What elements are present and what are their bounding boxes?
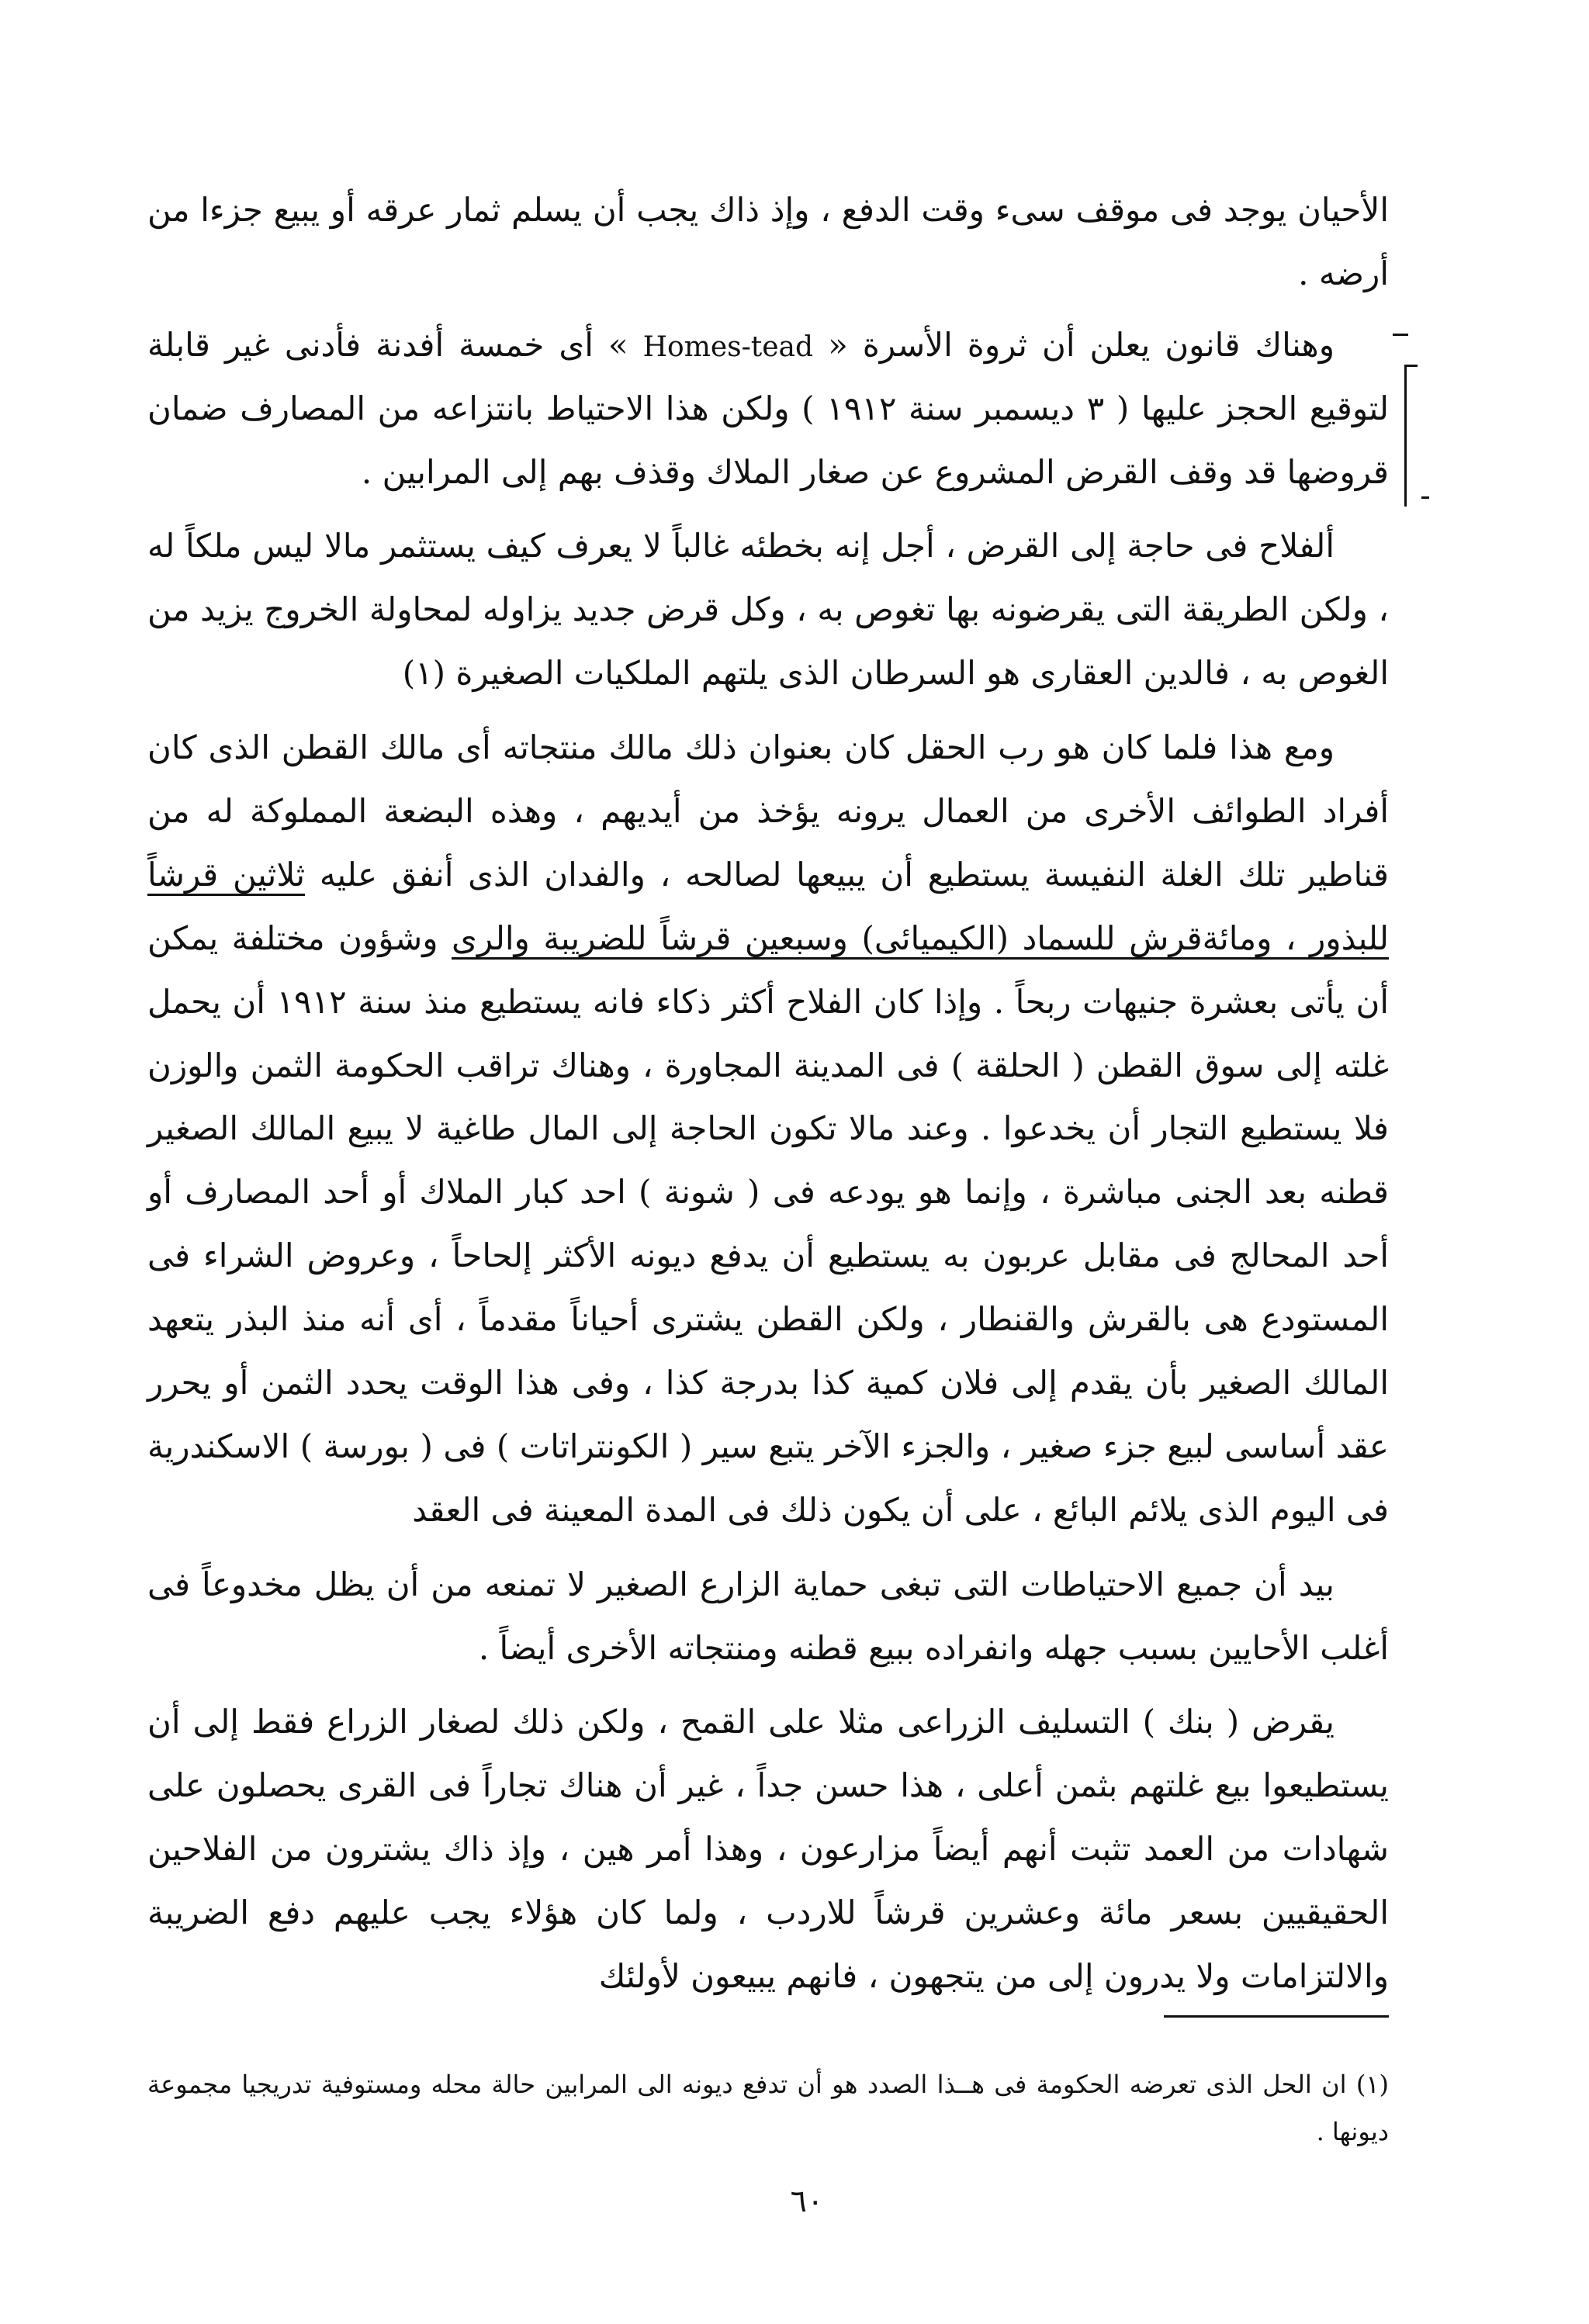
paragraph-2-end: » أى خمسة أفدنة فأدنى غير قابلة لتوقيع الحجز عليها ( ٣ ديسمبر سنة ١٩١٢ ) ولكن هذا الاحتياط بانتزاعه من المصارف ضمان قروضها قد وقف القرض المشروع عن صغار الملاك وقذف بهم إلى المرابين . (147, 325, 1390, 491)
paragraph-4-start: ومع هذا فلما كان هو رب الحقل كان بعنوان ذلك مالك منتجاته أى مالك القطن الذى كان أفراد الطوائف الأخرى من العمال يرونه يؤخذ من أيديهم ، وهذه البضعة المملوكة له من قناطير تلك الغلة النفيسة يستطيع أن يبيعها لصالحه ، والفدان الذى أنفق عليه (147, 728, 1389, 894)
paragraph-5: بيد أن جميع الاحتياطات التى تبغى حماية الزارع الصغير لا تمنعه من أن يظل مخدوعاً فى أغلب الأحايين بسبب جهله وانفراده ببيع قطنه ومنتجاته الأخرى أيضاً . (147, 1565, 1389, 1667)
paragraph-6: يقرض ( بنك ) التسليف الزراعى مثلا على القمح ، ولكن ذلك لصغار الزراع فقط إلى أن يستطيعوا بيع غلتهم بثمن أعلى ، هذا حسن جداً ، غير أن هناك تجاراً فى القرى يحصلون على شهادات من العمد تثبت أنهم أيضاً مزارعون ، وهذا أمر هين ، وإذ ذاك يشترون من الفلاحين الحقيقيين بسعر مائة وعشرين قرشاً للاردب ، ولما كان هؤلاء يجب عليهم دفع الضريبة والالتزامات ولا يدرون إلى من يتجهون ، فانهم يبيعون لأولئك (147, 1703, 1389, 1996)
margin-bracket-mark (1404, 365, 1418, 507)
paragraph-2-start: وهناك قانون يعلن أن ثروة الأسرة « (828, 325, 1335, 364)
paragraph-4-end: وشؤون مختلفة يمكن أن يأتى بعشرة جنيهات ربحاً . وإذا كان الفلاح أكثر ذكاء فانه يستطيع منذ سنة ١٩١٢ أن يحمل غلته إلى سوق القطن ( الحلقة ) فى المدينة المجاورة ، وهناك تراقب الحكومة الثمن والوزن فلا يستطيع التجار أن يخدعوا . وعند مالا تكون الحاجة إلى المال طاغية لا يبيع المالك الصغير قطنه بعد الجنى مباشرة ، وإنما هو يودعه فى ( شونة ) احد كبار الملاك أو أحد المصارف أو أحد المحالج فى مقابل عربون به يستطيع أن يدفع ديونه الأكثر إلحاحاً ، وعروض الشراء فى المستودع هى بالقرش والقنطار ، ولكن القطن يشترى أحياناً مقدماً ، أى أنه منذ البذر يتعهد المالك الصغير بأن يقدم إلى فلان كمية كذا بدرجة كذا ، وفى هذا الوقت يحدد الثمن أو يحرر عقد أساسى لبيع جزء صغير ، والجزء الآخر يتبع سير ( الكونتراتات ) فى ( بورسة ) الاسكندرية فى اليوم الذى يلائم البائع ، على أن يكون ذلك فى المدة المعينة فى العقد (147, 918, 1389, 1529)
underlined-costs-phrase: ثلاثين قرشاً للبذور ، ومائةقرش للسماد (الكيميائى) وسبعين قرشاً للضريبة والرى (147, 856, 1389, 960)
footnote: (١) ان الحل الذى تعرضه الحكومة فى هــذا الصدد هو أن تدفع ديونه الى المرابين حالة محله ومستوفية تدريجيا مجموعة ديونها . (147, 2070, 1389, 2146)
footnote-separator (1164, 2015, 1389, 2018)
paragraph-4 (147, 716, 1389, 1542)
paragraph-1: الأحيان يوجد فى موقف سىء وقت الدفع ، وإذ ذاك يجب أن يسلم ثمار عرقه أو يبيع جزءا من أرضه . (147, 191, 1389, 292)
body-text (147, 178, 1389, 2016)
page-number: ٦٠ (790, 2184, 824, 2219)
paragraph-3: ألفلاح فى حاجة إلى القرض ، أجل إنه بخطئه غالباً لا يعرف كيف يستثمر مالا ليس ملكاً له ، ولكن الطريقة التى يقرضونه بها تغوص به ، وكل قرض جديد يزاوله لمحاولة الخروج يزيد من الغوص به ، فالدين العقارى هو السرطان الذى يلتهم الملكيات الصغيرة (١) (147, 527, 1389, 693)
margin-dash-mark (1393, 334, 1408, 336)
paragraph-2 (147, 313, 1389, 504)
margin-tick-mark (1421, 496, 1429, 499)
homestead-term: Homes-tead (642, 330, 814, 363)
